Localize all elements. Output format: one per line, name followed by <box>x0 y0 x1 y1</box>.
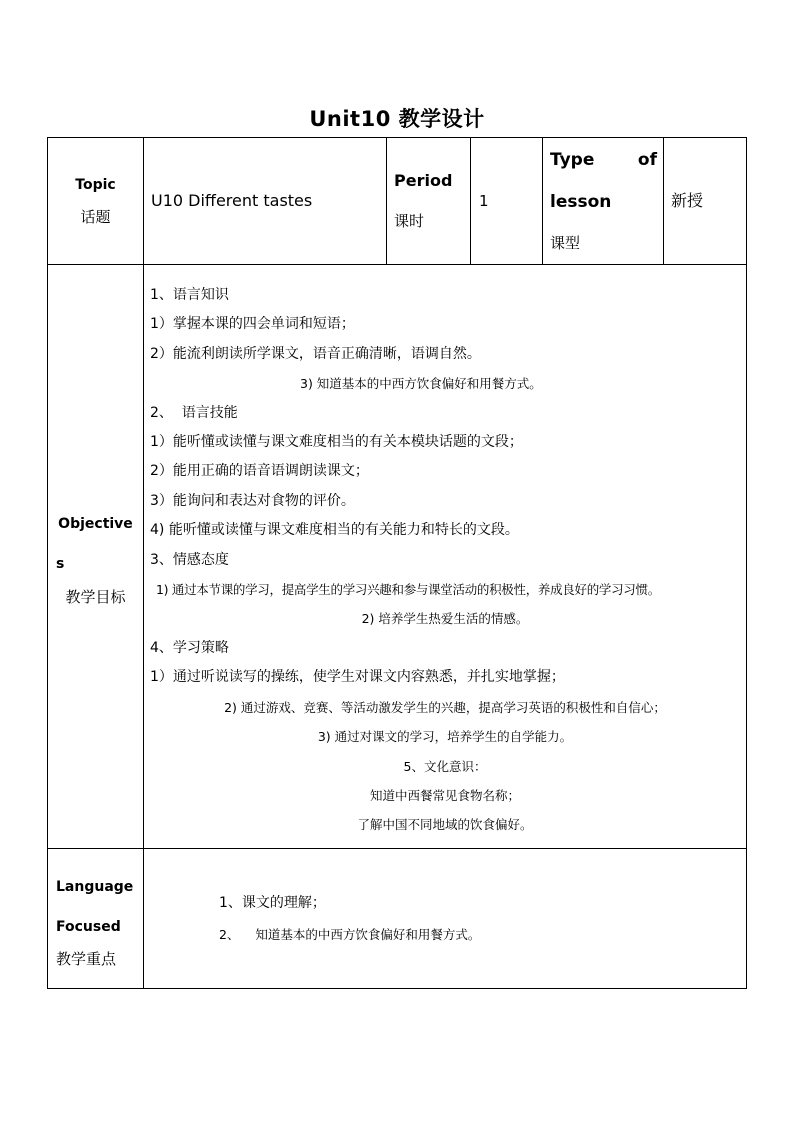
topic-label-cell <box>48 138 144 265</box>
objectives-label-en-1: Objective <box>58 515 133 532</box>
type-label-cell <box>543 138 664 265</box>
objective-line: 了解中国不同地域的饮食偏好。 <box>357 817 533 833</box>
of-word: of <box>637 150 657 170</box>
focus-line: 1、课文的理解； <box>219 894 326 911</box>
period-label-cell <box>387 138 471 265</box>
topic-value: U10 Different tastes <box>144 138 387 265</box>
objective-line: 3) 通过对课文的学习，培养学生的自学能力。 <box>317 729 573 745</box>
objective-line: 2) 通过游戏、竞赛、等活动激发学生的兴趣，提高学习英语的积极性和自信心； <box>224 699 666 715</box>
language-focused-row <box>48 849 747 989</box>
lesson-word: lesson <box>550 192 612 212</box>
objective-line: 1、语言知识 <box>150 287 229 303</box>
type-label-zh: 课型 <box>550 234 581 252</box>
objective-line: 2、 语言技能 <box>150 404 238 421</box>
period-label-en: Period <box>394 171 453 190</box>
type-word: Type <box>550 150 595 170</box>
objective-line: 1）通过听说读写的操练，使学生对课文内容熟悉，并扎实地掌握； <box>150 669 565 686</box>
topic-row <box>48 138 747 265</box>
type-value: 新授 <box>664 138 747 265</box>
objective-line: 1) 通过本节课的学习，提高学生的学习兴趣和参与课堂活动的积极性，养成良好的学习习惯。 <box>156 582 660 598</box>
objectives-row <box>48 265 747 849</box>
language-label-en-1: Language <box>56 878 134 895</box>
topic-label-zh: 话题 <box>80 208 111 226</box>
language-label-zh: 教学重点 <box>56 949 117 968</box>
objective-line: 3）能询问和表达对食物的评价。 <box>150 492 355 509</box>
objective-line: 2）能流利朗读所学课文，语音正确清晰，语调自然。 <box>150 345 481 362</box>
objective-line: 知道中西餐常见食物名称； <box>369 787 520 803</box>
topic-label-en: Topic <box>75 177 116 193</box>
objectives-content <box>144 265 747 849</box>
period-label-zh: 课时 <box>394 212 425 230</box>
objective-line: 3、情感态度 <box>150 551 229 568</box>
type-of-line <box>550 139 657 181</box>
objective-line: 1）掌握本课的四会单词和短语； <box>150 316 355 333</box>
language-focused-label-cell <box>48 849 144 989</box>
focus-line: 2、 知道基本的中西方饮食偏好和用餐方式。 <box>219 926 481 942</box>
objective-line: 5、文化意识： <box>403 758 487 774</box>
lesson-plan-table <box>47 137 747 989</box>
objective-line: 2) 培养学生热爱生活的情感。 <box>361 611 529 627</box>
page-title: Unit10 教学设计 <box>309 107 485 131</box>
language-focused-content <box>144 849 747 989</box>
objective-line: 2）能用正确的语音语调朗读课文； <box>150 463 369 480</box>
objectives-label-zh: 教学目标 <box>65 587 126 606</box>
objectives-label-cell <box>48 265 144 849</box>
objectives-label-en-2: s <box>56 555 65 572</box>
objective-line: 4) 能听懂或读懂与课文难度相当的有关能力和特长的文段。 <box>150 522 519 539</box>
objective-line: 1）能听懂或读懂与课文难度相当的有关本模块话题的文段； <box>150 434 523 451</box>
objective-line: 4、学习策略 <box>150 639 229 656</box>
language-label-en-2: Focused <box>56 918 121 935</box>
objective-line: 3) 知道基本的中西方饮食偏好和用餐方式。 <box>300 376 542 392</box>
period-value: 1 <box>471 138 543 265</box>
